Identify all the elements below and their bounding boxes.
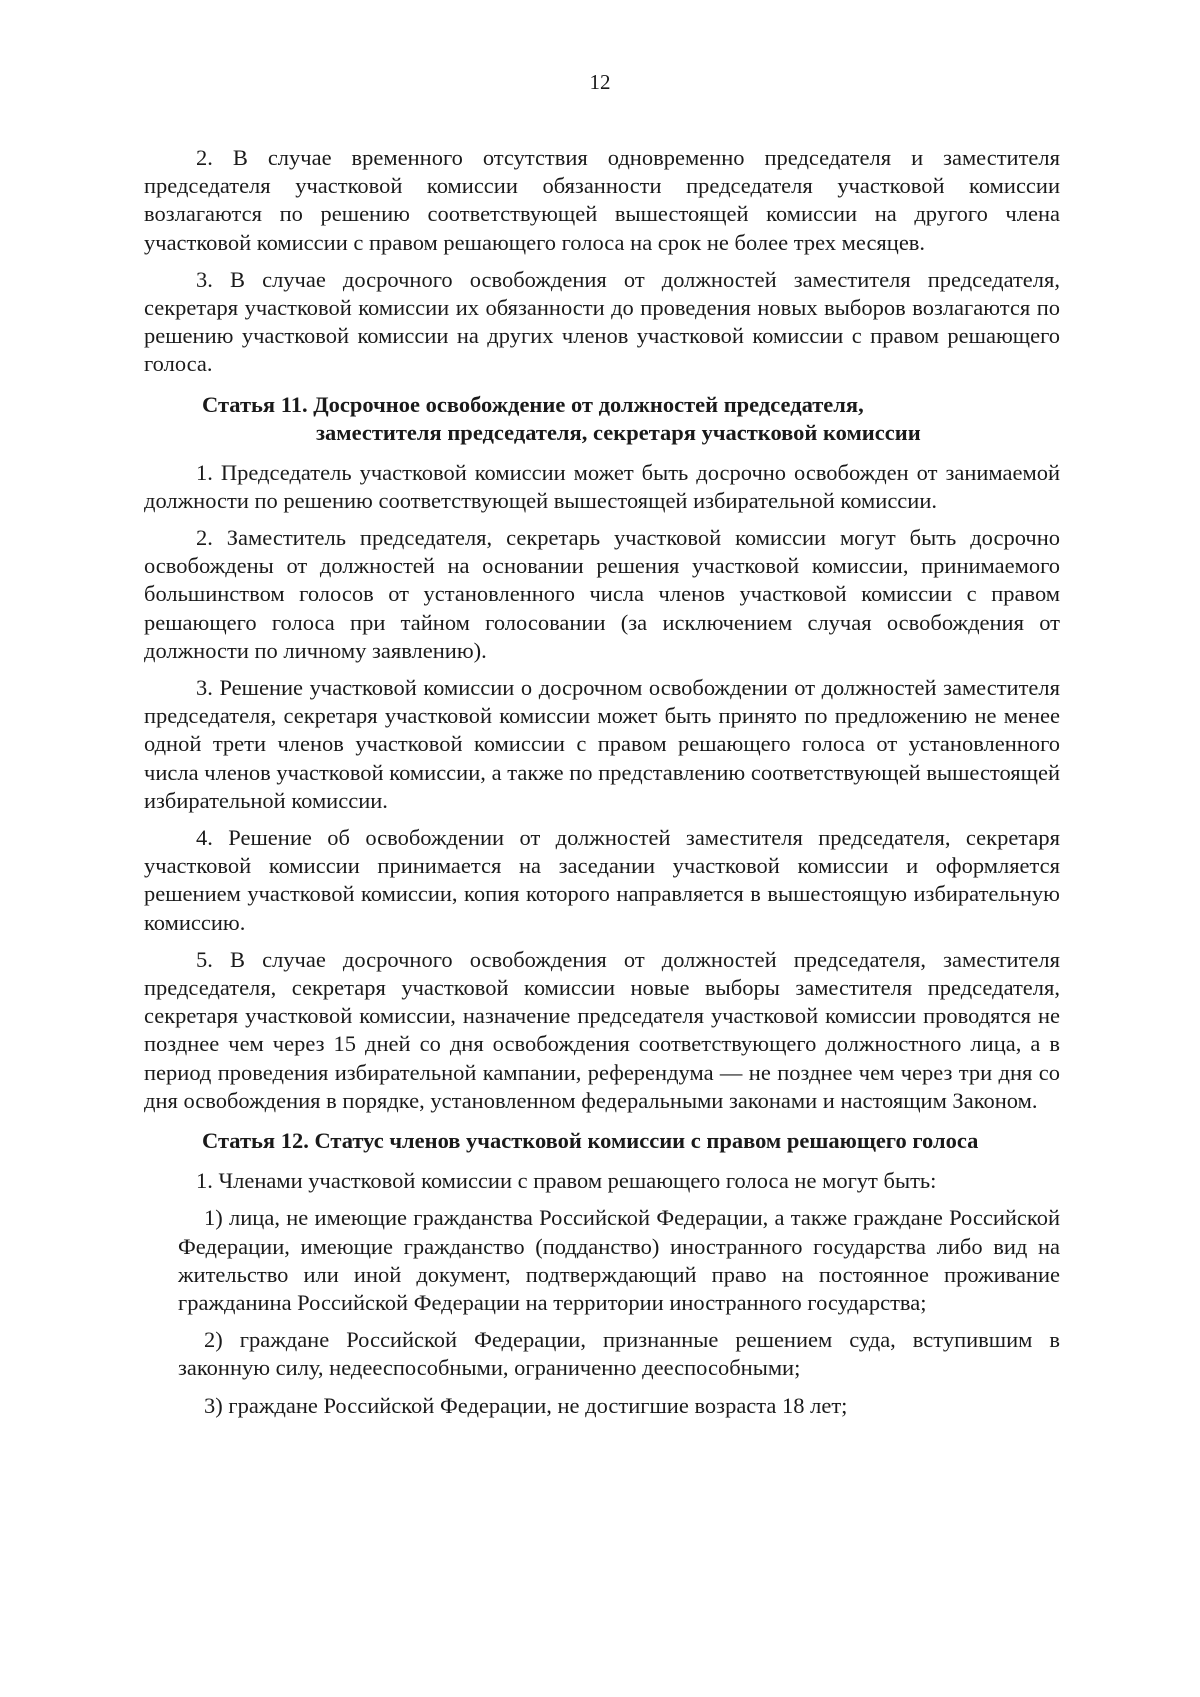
article-11-paragraph-2: 2. Заместитель председателя, секретарь участковой комиссии могут быть досрочно освобождены от должностей на основании решения участковой комиссии, принимаемого большинством голосов от установленного числа членов участковой комиссии с правом решающего голоса при тайном голосовании (за исключением случая освобождения от должности по личному заявлению). [144,525,1060,663]
article-12-item-1: 1) лица, не имеющие гражданства Российской Федерации, а также граждане Российской Федерации, имеющие гражданство (подданство) иностранного государства либо вид на жительство или иной документ, подтверждающий право на постоянное проживание гражданина Российской Федерации на территории иностранного государства; [178,1205,1060,1315]
article-11-heading-line2: заместителя председателя, секретаря участковой комиссии [316,419,921,445]
article-12-paragraph-1: 1. Членами участковой комиссии с правом решающего голоса не могут быть: [196,1168,937,1194]
paragraph-3: 3. В случае досрочного освобождения от должностей заместителя председателя, секретаря участковой комиссии их обязанности до проведения новых выборов возлагаются по решению участковой комиссии на других членов участковой комиссии с правом решающего голоса. [144,266,1060,377]
article-11-paragraph-3: 3. Решение участковой комиссии о досрочном освобождении от должностей заместителя председателя, секретаря участковой комиссии может быть принято по предложению не менее одной трети членов участковой комиссии с правом решающего голоса от установленного числа членов участковой комиссии, а также по представлению соответствующей вышестоящей избирательной комиссии. [144,675,1060,813]
article-11-heading-line1: Статья 11. Досрочное освобождение от должностей председателя, [202,391,864,417]
page-number: 12 [589,70,611,94]
document-body [144,144,1060,1429]
article-11-paragraph-5: 5. В случае досрочного освобождения от должностей председателя, заместителя председателя, секретаря участковой комиссии новые выборы заместителя председателя, секретаря участковой комиссии, назначение председателя участковой комиссии проводятся не позднее чем через 15 дней со дня освобождения соответствующего должностного лица, а в период проведения избирательной кампании, референдума — не позднее чем через три дня со дня освобождения в порядке, установленном федеральными законами и настоящим Законом. [144,946,1060,1113]
article-12-heading: Статья 12. Статус членов участковой комиссии с правом решающего голоса [202,1128,979,1154]
article-11-heading [144,391,1060,447]
article-12-item-2: 2) граждане Российской Федерации, признанные решением суда, вступившим в законную силу, недееспособными, ограниченно дееспособными; [178,1327,1060,1381]
article-12-item-3: 3) граждане Российской Федерации, не достигшие возраста 18 лет; [204,1392,848,1418]
paragraph-2: 2. В случае временного отсутствия одновременно председателя и заместителя председателя участковой комиссии обязанности председателя участковой комиссии возлагаются по решению соответствующей вышестоящей комиссии на другого члена участковой комиссии с правом решающего голоса на срок не более трех месяцев. [144,145,1060,255]
article-11-paragraph-4: 4. Решение об освобождении от должностей заместителя председателя, секретаря участковой комиссии принимается на заседании участковой комиссии и оформляется решением участковой комиссии, копия которого направляется в вышестоящую избирательную комиссию. [144,825,1060,935]
article-11-paragraph-1: 1. Председатель участковой комиссии может быть досрочно освобожден от занимаемой должности по решению соответствующей вышестоящей избирательной комиссии. [144,459,1060,513]
